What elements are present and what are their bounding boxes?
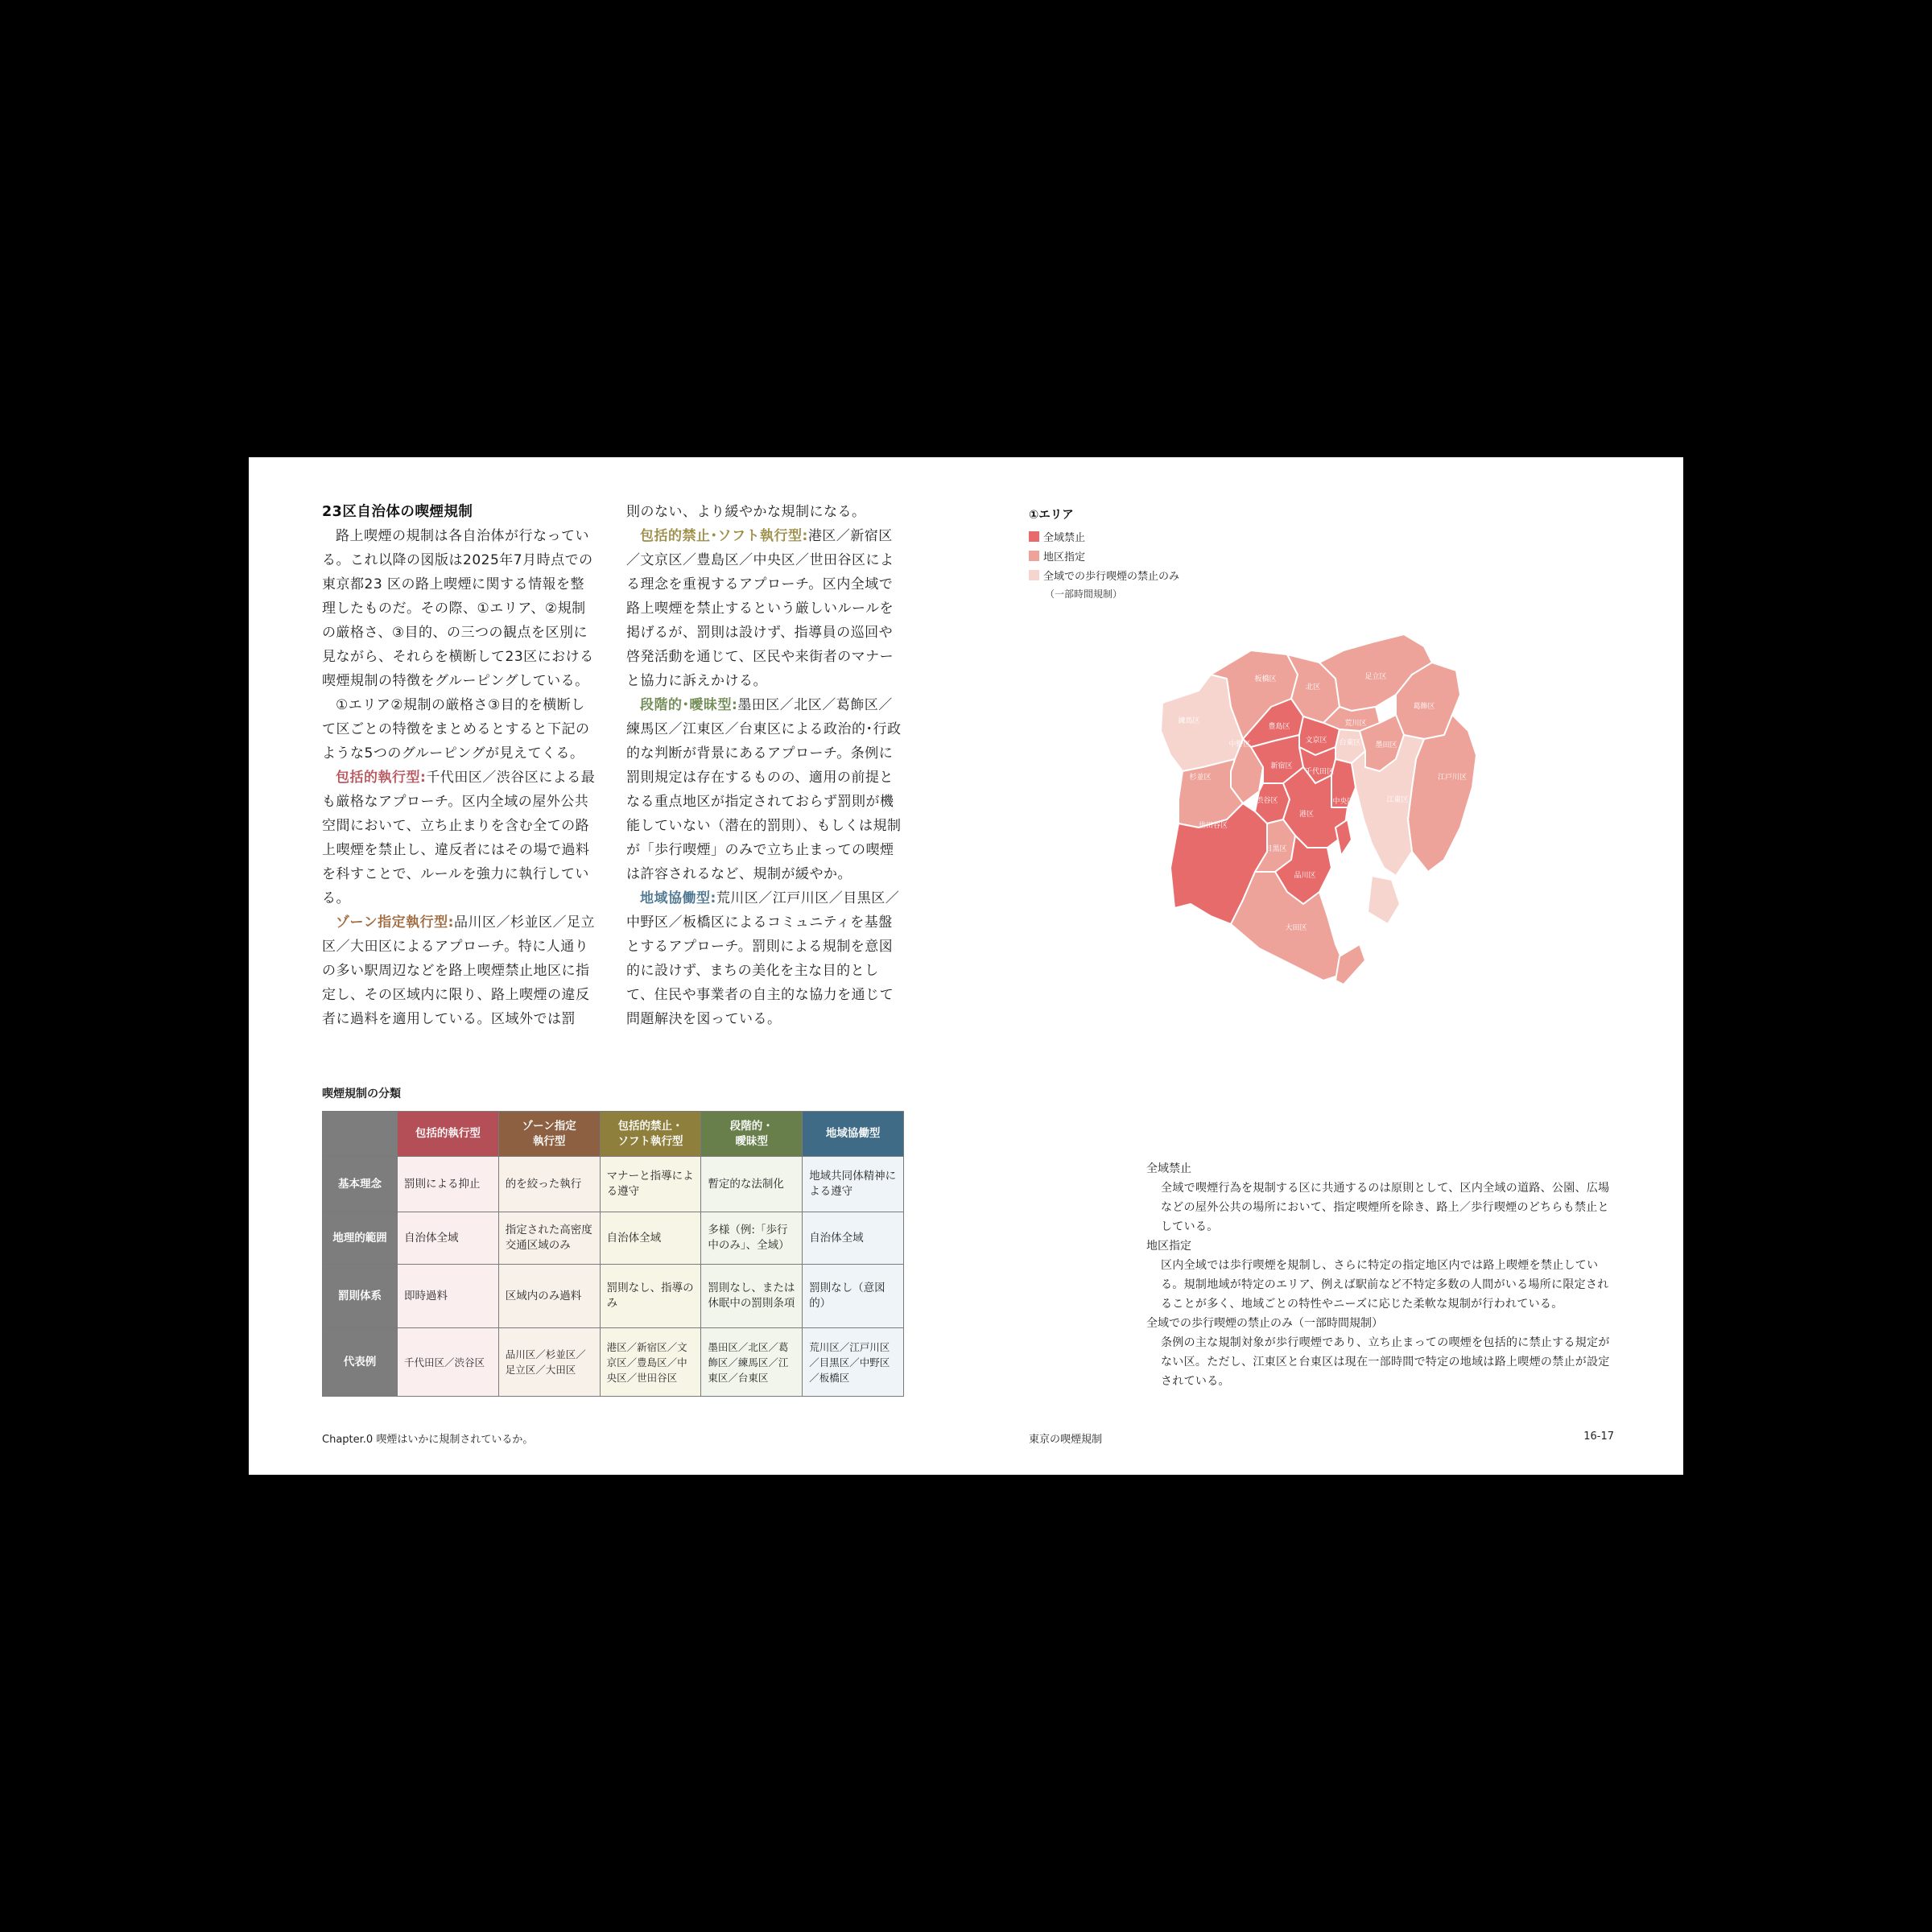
map-label-itabashi: 板橋区 (1254, 675, 1277, 683)
legend-title: ①エリア (1029, 509, 1074, 522)
continued-text: 則のない、より緩やかな規制になる。 (626, 504, 866, 520)
type-name-1: 包括的執行型: (336, 770, 427, 786)
map-label-sumida: 墨田区 (1375, 741, 1397, 749)
left-text-column (322, 500, 598, 1031)
table-cell: 自治体全域 (398, 1212, 499, 1265)
table-header-row (323, 1112, 904, 1157)
intro-paragraph-1: 路上喫煙の規制は各自治体が行なっている。これ以降の図版は2025年7月時点での東京都23 区の路上喫煙に関する情報を整理したものだ。その際、①エリア、②規制の厳格さ、③目的、の三つの観点を区別に見ながら、それらを横断して23区における喫煙規制の特徴をグルーピングしている。 (322, 528, 594, 689)
map-label-arakawa: 荒川区 (1344, 720, 1367, 728)
table-cell: 荒川区／江戸川区／目黒区／中野区／板橋区 (803, 1328, 904, 1397)
table-row (323, 1265, 904, 1328)
footer-section: 東京の喫煙規制 (1029, 1434, 1103, 1446)
ward-koto-island (1368, 876, 1400, 924)
table-header-cell: ゾーン指定 執行型 (498, 1112, 600, 1157)
table-header-cell: 段階的・ 曖昧型 (701, 1112, 803, 1157)
classification-table (322, 1111, 904, 1397)
map-label-katsushika: 葛飾区 (1413, 703, 1435, 711)
tokyo-23-wards-map (1154, 626, 1637, 1109)
legend-label: 地区指定 (1043, 551, 1086, 564)
map-label-taito: 台東区 (1339, 739, 1361, 747)
type-name-5: 地域協働型: (640, 890, 716, 906)
table-cell: 的を絞った執行 (498, 1157, 600, 1212)
page-number: 16-17 (1583, 1430, 1614, 1443)
type-name-4: 段階的･曖昧型: (640, 697, 738, 713)
type-paragraph-5 (626, 886, 906, 1031)
type-text-4: 墨田区／北区／葛飾区／練馬区／江東区／台東区による政治的･行政的な判断が背景にあるアプローチ。条例に罰則規定は存在するものの、適用の前提となる重点地区が指定されておらず罰則が機能していない（潜在的罰則）、もしくは規制が「歩行喫煙」のみで立ち止まっての喫煙は許容されるなど、規制が緩やか。 (626, 697, 902, 882)
table-cell: 罰則なし、または休眠中の罰則条項 (701, 1265, 803, 1328)
table-cell: 指定された高密度交通区域のみ (498, 1212, 600, 1265)
intro-paragraph-2: ①エリア②規制の厳格さ③目的を横断して区ごとの特徴をまとめるとすると下記のような5つのグルーピングが見えてくる。 (322, 697, 590, 762)
note-body-district: 区内全域では歩行喫煙を規制し、さらに特定の指定地区内では路上喫煙を禁止している。規制地域が特定のエリア、例えば駅前など不特定多数の人間がいる場所に限定されることが多く、地域ごとの特性やニーズに応じた柔軟な規制が行われている。 (1161, 1259, 1609, 1311)
legend-label: 全域禁止 (1043, 532, 1086, 544)
table-cell: 多様（例:「歩行中のみ」、全域） (701, 1212, 803, 1265)
type-name-2: ゾーン指定執行型: (336, 914, 454, 931)
table-corner-cell (323, 1112, 398, 1157)
map-label-toshima: 豊島区 (1268, 723, 1290, 731)
book-spread (249, 457, 1683, 1475)
table-cell: 港区／新宿区／文京区／豊島区／中央区／世田谷区 (600, 1328, 701, 1397)
map-label-setagaya: 世田谷区 (1198, 822, 1228, 830)
table-cell: 品川区／杉並区／足立区／大田区 (498, 1328, 600, 1397)
note-heading-district: 地区指定 (1146, 1240, 1191, 1253)
legend-item-district (1029, 548, 1085, 564)
note-heading-all-area: 全域禁止 (1146, 1162, 1191, 1175)
type-paragraph-4 (626, 693, 906, 886)
map-label-bunkyo: 文京区 (1305, 737, 1327, 745)
map-label-kita: 北区 (1305, 683, 1321, 691)
type-paragraph-2 (322, 910, 598, 1031)
type-paragraph-1 (322, 766, 598, 910)
table-row (323, 1157, 904, 1212)
type-text-3: 港区／新宿区／文京区／豊島区／中央区／世田谷区による理念を重視するアプローチ。区内全域で路上喫煙を禁止するという厳しいルールを掲げるが、罰則は設けず、指導員の巡回や啓発活動を通じて、区民や来街者のマナーと協力に訴えかける。 (626, 528, 894, 689)
legend-item-walking-only (1029, 568, 1179, 583)
row-header: 基本理念 (323, 1157, 398, 1212)
map-label-nakano: 中野区 (1228, 741, 1251, 749)
map-label-ota: 大田区 (1285, 924, 1307, 932)
table-title: 喫煙規制の分類 (322, 1088, 401, 1100)
type-text-5: 荒川区／江戸川区／目黒区／中野区／板橋区によるコミュニティを基盤とするアプローチ。罰則による規制を意図的に設けず、まちの美化を主な目的として、住民や事業者の自主的な協力を通じて問題解決を図っている。 (626, 890, 900, 1027)
table-header-cell: 包括的禁止・ ソフト執行型 (600, 1112, 701, 1157)
table-cell: 区域内のみ過料 (498, 1265, 600, 1328)
table-cell: マナーと指導による遵守 (600, 1157, 701, 1212)
type-text-2: 品川区／杉並区／足立区／大田区によるアプローチ。特に人通りの多い駅周辺などを路上喫煙禁止地区に指定し、その区域内に限り、路上喫煙の違反者に過料を適用している。区域外では罰 (322, 914, 595, 1027)
table-row (323, 1212, 904, 1265)
map-label-nerima: 練馬区 (1178, 717, 1200, 725)
map-label-shinagawa: 品川区 (1294, 872, 1316, 880)
table-cell: 罰則なし（意図的） (803, 1265, 904, 1328)
legend-swatch (1029, 531, 1039, 542)
map-label-shibuya: 渋谷区 (1256, 797, 1278, 805)
ward-ota-island (1335, 944, 1365, 985)
legend-swatch (1029, 551, 1039, 561)
map-label-suginami: 杉並区 (1189, 774, 1212, 782)
table-cell: 即時過料 (398, 1265, 499, 1328)
map-label-shinjuku: 新宿区 (1270, 762, 1293, 770)
table-cell: 暫定的な法制化 (701, 1157, 803, 1212)
note-body-walking-only: 条例の主な規制対象が歩行喫煙であり、立ち止まっての喫煙を包括的に禁止する規定がない区。ただし、江東区と台東区は現在一部時間で特定の地域は路上喫煙の禁止が設定されている。 (1161, 1336, 1610, 1388)
table-header-cell: 地域協働型 (803, 1112, 904, 1157)
table-cell: 罰則なし、指導のみ (600, 1265, 701, 1328)
section-heading: 23区自治体の喫煙規制 (322, 504, 473, 520)
type-name-3: 包括的禁止･ソフト執行型: (640, 528, 808, 544)
table-header-cell: 包括的執行型 (398, 1112, 499, 1157)
legend-note: （一部時間規制） (1045, 588, 1123, 600)
table-cell: 地域共同体精神による遵守 (803, 1157, 904, 1212)
map-label-koto: 江東区 (1386, 796, 1409, 804)
map-label-minato: 港区 (1298, 811, 1315, 819)
table-cell: 罰則による抑止 (398, 1157, 499, 1212)
note-heading-walking-only: 全域での歩行喫煙の禁止のみ（一部時間規制） (1146, 1317, 1383, 1330)
legend-item-all-area (1029, 529, 1085, 544)
right-text-column (626, 500, 906, 1031)
row-header: 代表例 (323, 1328, 398, 1397)
legend-label: 全域での歩行喫煙の禁止のみ (1043, 571, 1180, 583)
table-cell: 千代田区／渋谷区 (398, 1328, 499, 1397)
map-label-adachi: 足立区 (1364, 673, 1387, 681)
table-row (323, 1328, 904, 1397)
legend-swatch (1029, 570, 1039, 580)
map-notes (1146, 1159, 1613, 1391)
row-header: 罰則体系 (323, 1265, 398, 1328)
map-label-chiyoda: 千代田区 (1304, 768, 1335, 776)
note-body-all-area: 全域で喫煙行為を規制する区に共通するのは原則として、区内全域の道路、公園、広場などの屋外公共の場所において、指定喫煙所を除き、路上／歩行喫煙のどちらも禁止としている。 (1161, 1182, 1610, 1233)
map-label-edogawa: 江戸川区 (1437, 774, 1468, 782)
map-label-meguro: 目黒区 (1265, 845, 1287, 853)
table-cell: 自治体全域 (803, 1212, 904, 1265)
footer-chapter: Chapter.0 喫煙はいかに規制されているか。 (322, 1434, 534, 1446)
type-text-1: 千代田区／渋谷区による最も厳格なアプローチ。区内全域の屋外公共空間において、立ち止まりを含む全ての路上喫煙を禁止し、違反者にはその場で過料を科すことで、ルールを強力に執行している。 (322, 770, 596, 906)
table-cell: 自治体全域 (600, 1212, 701, 1265)
map-label-chuo: 中央区 (1332, 798, 1355, 806)
type-paragraph-3 (626, 524, 906, 693)
row-header: 地理的範囲 (323, 1212, 398, 1265)
table-cell: 墨田区／北区／葛飾区／練馬区／江東区／台東区 (701, 1328, 803, 1397)
